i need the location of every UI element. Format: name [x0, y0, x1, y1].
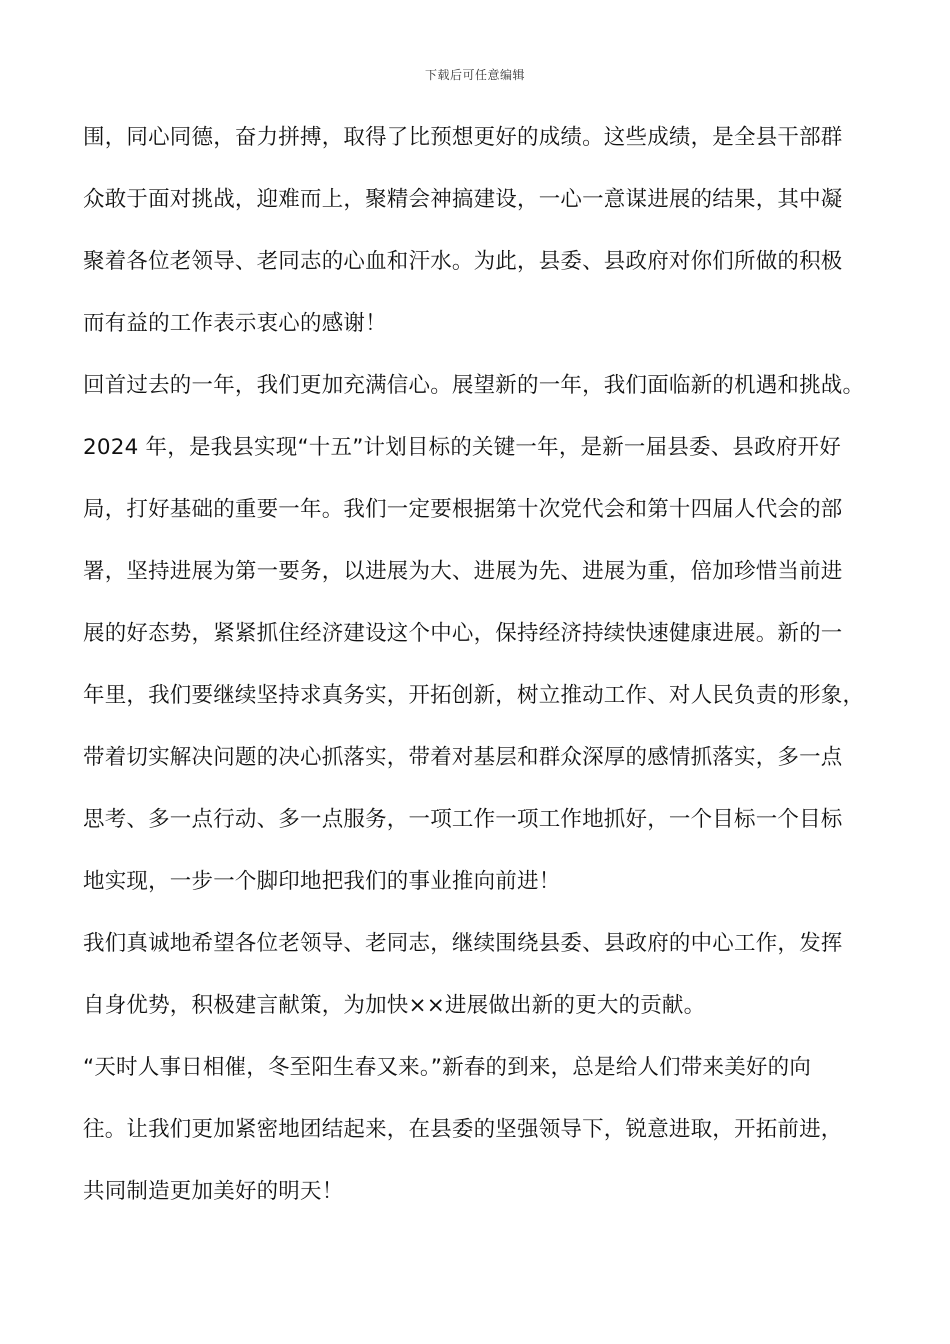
text-line: 聚着各位老领导、老同志的心血和汗水。为此，县委、县政府对你们所做的积极 — [83, 249, 843, 274]
text-line: “天时人事日相催，冬至阳生春又来。”新春的到来，总是给人们带来美好的向 — [83, 1055, 812, 1080]
text-line: 带着切实解决问题的决心抓落实，带着对基层和群众深厚的感情抓落实，多一点 — [83, 745, 843, 770]
paragraph-2 — [83, 366, 873, 924]
text-line: 局，打好基础的重要一年。我们一定要根据第十次党代会和第十四届人代会的部 — [83, 497, 843, 522]
paragraph-3 — [83, 924, 873, 1048]
text-line: 2024 年，是我县实现“十五”计划目标的关键一年，是新一届县委、县政府开好 — [83, 435, 841, 460]
paragraph-4 — [83, 1048, 873, 1234]
paragraph-1 — [83, 118, 873, 366]
document-body — [83, 118, 873, 1234]
text-line: 思考、多一点行动、多一点服务，一项工作一项工作地抓好，一个目标一个目标 — [83, 807, 843, 832]
text-line: 我们真诚地希望各位老领导、老同志，继续围绕县委、县政府的中心工作，发挥 — [83, 931, 843, 956]
page-header: 下载后可任意编辑 — [424, 68, 525, 82]
text-line: 展的好态势，紧紧抓住经济建设这个中心，保持经济持续快速健康进展。新的一 — [83, 621, 843, 646]
text-line: 自身优势，积极建言献策，为加快××进展做出新的更大的贡献。 — [83, 993, 706, 1018]
text-line: 年里，我们要继续坚持求真务实，开拓创新，树立推动工作、对人民负责的形象， — [83, 683, 865, 708]
text-line: 众敢于面对挑战，迎难而上，聚精会神搞建设，一心一意谋进展的结果，其中凝 — [83, 187, 843, 212]
text-line: 地实现，一步一个脚印地把我们的事业推向前进！ — [83, 869, 561, 894]
text-line: 署，坚持进展为第一要务，以进展为大、进展为先、进展为重，倍加珍惜当前进 — [83, 559, 843, 584]
text-line: 往。让我们更加紧密地团结起来，在县委的坚强领导下，锐意进取，开拓前进， — [83, 1117, 843, 1142]
text-line: 围，同心同德，奋力拼搏，取得了比预想更好的成绩。这些成绩，是全县干部群 — [83, 125, 843, 150]
text-line: 而有益的工作表示衷心的感谢！ — [83, 311, 387, 336]
text-line: 共同制造更加美好的明天！ — [83, 1179, 344, 1204]
text-line: 回首过去的一年，我们更加充满信心。展望新的一年，我们面临新的机遇和挑战。 — [83, 373, 865, 398]
